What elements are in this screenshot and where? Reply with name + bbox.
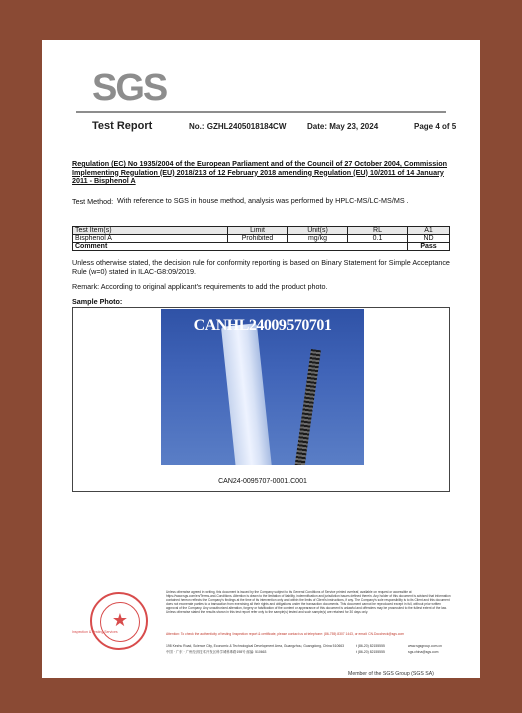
company-seal: [90, 592, 148, 650]
header-cell-units: Unit(s): [288, 227, 348, 235]
cell-limit: Prohibited: [228, 235, 288, 243]
address-chinese: 中国 · 广东 · 广州经济技术开发区科学城科珠路198号 邮编: 510663: [166, 650, 267, 654]
report-date: Date: May 23, 2024: [307, 122, 379, 131]
address-english: 198 Kezhu Road, Science City, Economic & Technological Development Area, Guangzhou, Guangdong, China 510663: [166, 644, 344, 648]
report-title: Test Report: [92, 120, 153, 132]
cell-unit: mg/kg: [288, 235, 348, 243]
report-number: No.: GZHL2405018184CW: [189, 122, 287, 131]
test-method-label: Test Method:: [72, 197, 114, 206]
photo-caption: CAN24-0095707-0001.C001: [218, 478, 307, 485]
header-divider: [76, 111, 446, 113]
results-table: [72, 226, 450, 251]
sgs-logo: SGS: [92, 67, 167, 109]
ruler: [292, 349, 321, 465]
sample-photo-label: Sample Photo:: [72, 297, 123, 306]
footer-address: [166, 644, 451, 656]
header-cell-a1: A1: [408, 227, 450, 235]
header-cell-rl: RL: [348, 227, 408, 235]
table-comment-row: [73, 243, 450, 251]
page-number: Page 4 of 5: [414, 122, 457, 131]
comment-value: Pass: [408, 243, 450, 251]
cell-test-item: Bisphenol A: [73, 235, 228, 243]
comment-label: Comment: [73, 243, 408, 251]
authenticity-note: Attention: To check the authenticity of testing /inspection report & certificate, please contact us at telephone: (86-755) 8307 1443, or email: CN.Doccheck@sgs.com: [166, 632, 405, 636]
seal-inner-ring: [100, 602, 140, 642]
terms-fine-print: Unless otherwise agreed in writing, this document is issued by the Company subject to its General Conditions of Service printed overleaf, available on request or accessible at https://www.sgs.com/en/Terms-and-Conditions. Attention is drawn to the limitation of liability, indemnification and jurisdiction issues defined therein. Any holder of this document is advised that information contained hereon reflects the Company's findings at the time of its intervention only and within the limits of Client's instructions, if any. The Company's sole responsibility is to its Client and this document does not exonerate parties to a transaction from exercising all their rights and obligations under the transaction documents. This document cannot be reproduced except in full, without prior written approval of the Company. Any unauthorized alteration, forgery or falsification of the content or appearance of this document is unlawful and offenders may be prosecuted to the fullest extent of the law. Unless otherwise stated the results shown in this test report refer only to the sample(s) tested and such sample(s) are retained for 30 days only.: [166, 590, 451, 615]
sgs-group-member: Member of the SGS Group (SGS SA): [348, 671, 434, 677]
phone-2: t (86-20) 82155555: [356, 650, 385, 654]
seal-caption: Inspection & Testing Services: [72, 630, 118, 634]
table-row: [73, 235, 450, 243]
report-page: [42, 40, 480, 678]
seal-star-icon: ★: [111, 610, 129, 630]
cell-rl: 0.1: [348, 235, 408, 243]
email: sgs.china@sgs.com: [408, 650, 439, 654]
photo-sample-label: CANHL24009570701: [193, 317, 332, 334]
header-cell-test-items: Test Item(s): [73, 227, 228, 235]
sample-rod: [221, 323, 274, 465]
table-header-row: [73, 227, 450, 235]
decision-rule-note: Unless otherwise stated, the decision rule for conformity reporting is based on Binary Statement for Simple Acceptance Rule (w=0) stated in ILAC-G8:09/2019.: [72, 258, 450, 276]
header-cell-limit: Limit: [228, 227, 288, 235]
cell-a1: ND: [408, 235, 450, 243]
regulation-heading: Regulation (EC) No 1935/2004 of the European Parliament and of the Council of 27 October 2004, Commission Implementing Regulation (EU) 2018/213 of 12 February 2018 amending Regulation (EU) 10/2011 of 14 January 2011 - Bisphenol A: [72, 159, 448, 185]
phone-1: t (86-20) 82155555: [356, 644, 385, 648]
sample-photo: [161, 309, 364, 465]
test-method-text: With reference to SGS in house method, analysis was performed by HPLC-MS/LC-MS/MS .: [117, 196, 409, 205]
remark-text: Remark: According to original applicant's requirements to add the product photo.: [72, 282, 328, 291]
website: www.sgsgroup.com.cn: [408, 644, 442, 648]
